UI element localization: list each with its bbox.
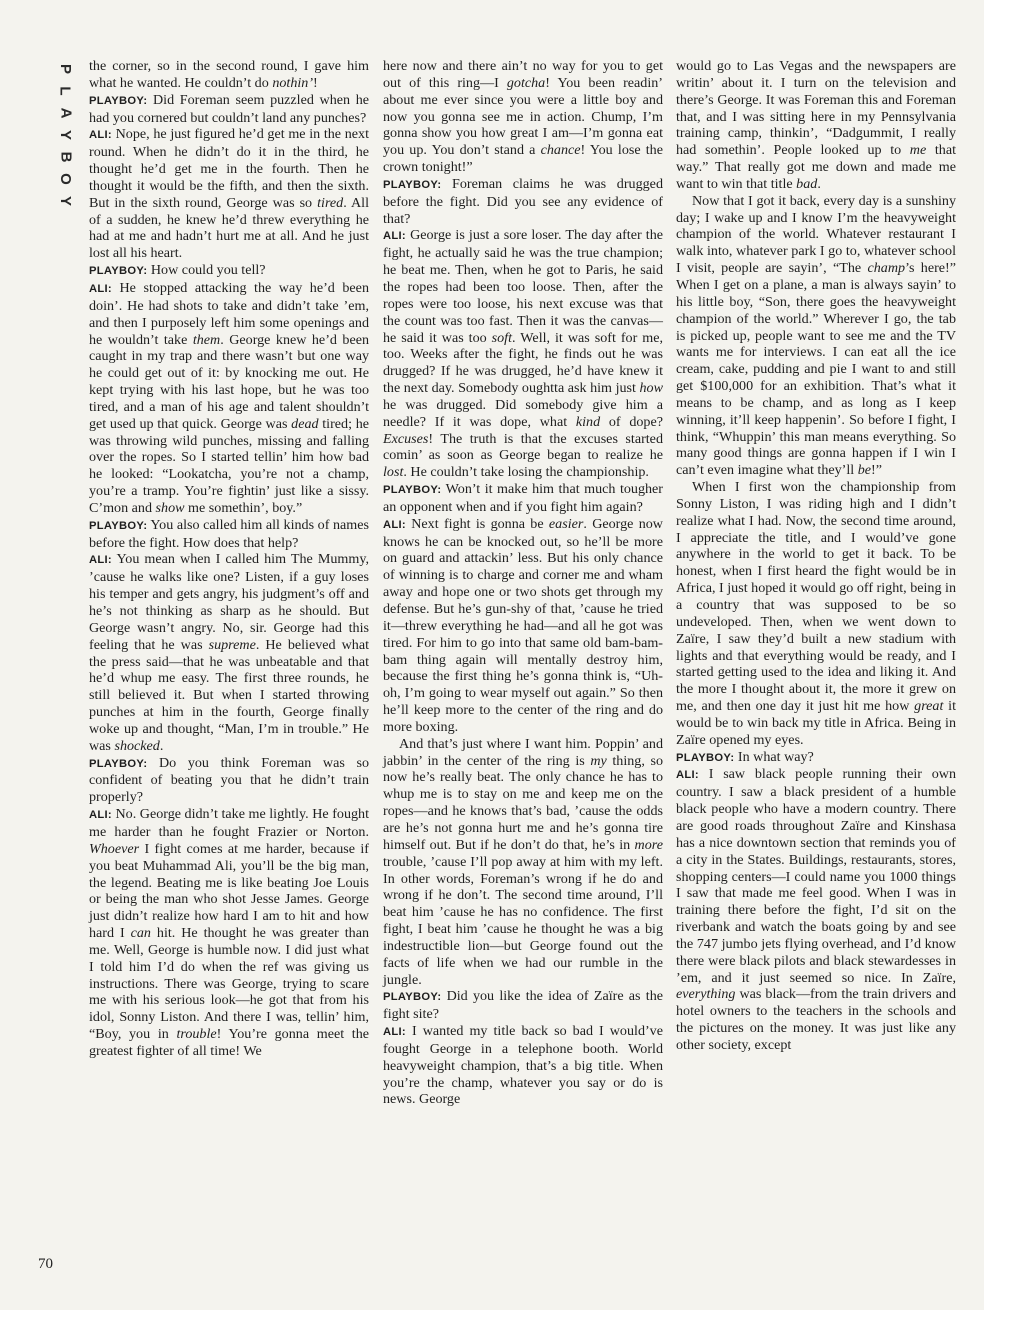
interviewer-question — [383, 176, 663, 228]
text-run: Now that I got it back, every day is a sunshiny day; I wake up and I know I’m the heavyweight champion of the world. Whatever restaurant I walk into, whatever park I go to, whatever school I visit, people are sayin’, “The — [676, 192, 956, 277]
text-run: that way.” That really got me down and made me want to win that title — [676, 142, 956, 192]
text-run: I fight comes at me harder, because if you beat Muhammad Ali, you’ll be the big man, the legend. Beating me is like beating Joe Louis or being the man who shot Jesse James. George just didn’t realize how hard I am to hit and how hard I — [89, 840, 369, 942]
text-run: the corner, so in the second round, I gave him what he wanted. He couldn’t do — [89, 58, 369, 91]
text-run: Did you like the idea of Zaïre as the fight site? — [383, 988, 663, 1023]
text-run: How could you tell? — [147, 262, 266, 279]
ali-answer — [676, 766, 956, 1053]
text-run: . — [159, 737, 164, 754]
text-run: . He couldn’t take losing the championship. — [403, 464, 649, 481]
masthead-letter: Y — [56, 129, 74, 141]
emphasized-text: lost — [383, 464, 404, 481]
text-run: thing, so now he’s really beat. The only chance he has to whup me is to stay on me and keep me on the ropes—and he knows that’s bad, ’cause the odds are he’s not gonna hurt me and he’s gonna tire himself out. But if he don’t do that, he’s in — [383, 752, 663, 853]
ali-answer — [89, 280, 369, 517]
emphasized-text: bad — [796, 175, 818, 192]
text-run: . — [817, 175, 821, 192]
speaker-label-ali: ALI: — [89, 129, 112, 142]
text-run: he was drugged. Did somebody give him a needle? If it was dope, what — [383, 396, 663, 430]
speaker-label-playboy: PLAYBOY: — [89, 519, 148, 532]
emphasized-text: tired — [317, 194, 344, 211]
speaker-label-playboy: PLAYBOY: — [383, 991, 442, 1004]
interviewer-question — [89, 517, 369, 552]
emphasized-text: great — [914, 698, 944, 715]
ali-answer — [89, 551, 369, 754]
page-number: 70 — [38, 1256, 53, 1272]
emphasized-text: how — [639, 380, 663, 397]
scan-margin-right — [984, 0, 1020, 1320]
text-run: . George knew he’d been caught in my trap and there wasn’t but one way he could get out of it: by knocking me out. He kept trying with his last hope, but he was too tired, and a man of his age and talent shouldn’t get used up that quick. George was — [89, 331, 369, 432]
emphasized-text: my — [590, 752, 607, 769]
speaker-label-ali: ALI: — [89, 809, 112, 822]
interviewer-question — [89, 755, 369, 807]
text-column-2 — [383, 58, 663, 1108]
text-run: ! — [313, 74, 318, 91]
answer-paragraph — [676, 479, 956, 749]
continued-paragraph — [676, 58, 956, 193]
text-run: Do you think Foreman was so confident of beating you that he didn’t train properly? — [89, 754, 369, 806]
ali-answer — [383, 227, 663, 481]
interviewer-question — [383, 481, 663, 516]
emphasized-text: soft — [491, 329, 513, 346]
emphasized-text: champ — [867, 260, 906, 277]
speaker-label-playboy: PLAYBOY: — [89, 94, 148, 107]
ali-answer — [383, 516, 663, 736]
text-run: George is just a sore loser. The day after the fight, he actually said he was the true champion; he beat me. Then, when he got to Paris, he said the ropes had been too loose. Then, after the ropes were too loose, his next excuse was that the count was too fast. Then it was the canvas—he said it was too — [383, 227, 663, 346]
emphasized-text: can — [130, 925, 151, 942]
text-run: hit. He thought he was greater than me. Well, George is humble now. I did just what I told him I’d do when the ref was giving us instructions. There was George, trying to scare me with his serious look—he got that from his idol, Sonny Liston. And there I was, tellin’ him, “Boy, you in — [89, 925, 369, 1043]
interviewer-question — [89, 92, 369, 127]
emphasized-text: chance — [540, 142, 581, 159]
ali-answer — [89, 126, 369, 262]
text-run: You mean when I called him The Mummy, ’cause he walks like one? Listen, if a guy loses his temper and gets angry, his judgment’s off and he’s not thinking as sharp as he should. But George wasn’t angry. No, sir. George had this feeling that he was — [89, 551, 369, 653]
text-run: I wanted my title back so bad I would’ve fought George in a telephone booth. World heavyweight champion, that’s a big title. When you’re the champ, whatever you say or do is news. George — [383, 1023, 663, 1108]
speaker-label-ali: ALI: — [676, 769, 699, 782]
text-run: Foreman claims he was drugged before the fight. Did you see any evidence of that? — [383, 175, 663, 227]
text-run: . George now knows he can be knocked out, so he’ll be more on guard and attackin’ less. But his only chance of winning is to charge and corner me and wham away and hope one or two shots get through my defense. But he’s gun-shy of that, ’cause he tried it—threw everything he had—and all he got was tired. For him to go into that same old bam-bam-bam thing again will mentally destroy him, because the first thing he’s gonna think is, “Uh-oh, I’m going to wear myself out again.” So then he’ll keep more to the center of the ring and do more boxing. — [383, 515, 663, 735]
text-run: . He believed what the press said—that he was unbeatable and that he’d whup me easy. The first three rounds, he still believed it. But when I started throwing punches at him in the fourth, George finally woke up and thought, “Man, I’m in trouble.” He was — [89, 636, 369, 754]
emphasized-text: everything — [676, 986, 736, 1003]
text-run: ! You lose the crown tonight!” — [383, 142, 663, 176]
speaker-label-ali: ALI: — [383, 1026, 406, 1039]
text-run: ! The truth is that the excuses started comin’ as soon as George began to realize he — [383, 430, 663, 464]
emphasized-text: me — [909, 142, 927, 159]
ali-answer — [89, 806, 369, 1060]
speaker-label-playboy: PLAYBOY: — [383, 178, 442, 191]
text-run: Did Foreman seem puzzled when he had you cornered but couldn’t land any punches? — [89, 91, 369, 126]
emphasized-text: kind — [575, 413, 601, 430]
text-run: I saw black people running their own country. I saw a black president of a humble black people who have a modern country. There are good roads throughout Zaïre and Kinshasa has a nice downtown section that reminds you of a city in the States. Buildings, restaurants, stores, shopping centers—I could name you 1000 things I saw that made me feel good. When I was in training there before the fight, I’d sit on the riverbank and watch the boats going by and see the 747 jumbo jets flying overhead, and I’d know there were black pilots and black stewardesses in ’em, and it just seemed so nice. In Zaïre, — [676, 766, 956, 986]
continued-paragraph — [383, 58, 663, 176]
text-run: Nope, he just figured he’d get me in the next round. When he didn’t do it in the third, he thought he’d get me in the fourth. Then he thought it would be the fifth, and then the sixth. But in the sixth round, George was so — [89, 126, 369, 211]
text-run: it would be to win back my title in Africa. Being in Zaïre opened my eyes. — [676, 698, 956, 748]
text-run: No. George didn’t take me lightly. He fought me harder than he fought Frazier or Norton. — [89, 806, 369, 840]
emphasized-text: dead — [291, 415, 319, 432]
text-run: . Well, it was soft for me, too. Weeks after the fight, he finds out he was drugged? If he was drugged, he’d have knew it the next day. Somebody oughtta ask him just — [383, 329, 663, 397]
text-run: When I first won the championship from Sonny Liston, I was riding high and I didn’t realize what I had. Now, the second time around, I appreciate the title, and I would’ve gone anywhere in the world to get it back. To be honest, when I first heard the fight would be in Africa, I just hoped it would go off right, being in a country that was supposed to be so undeveloped. Then, when we went down to Zaïre, I saw they’d built a new stadium with lights and that everything would be ready, and I started getting used to the idea and liking it. And the more I thought about it, the more it grew on me, and then one day it just hit me how — [676, 479, 957, 715]
emphasized-text: supreme — [208, 636, 256, 653]
answer-paragraph — [676, 193, 956, 479]
text-run: Next fight is gonna be — [405, 515, 549, 532]
scan-margin-bottom — [0, 1310, 1020, 1320]
text-run: And that’s just where I want him. Poppin’ and jabbin’ in the center of the ring is — [383, 735, 663, 769]
text-run: tired; he was throwing wild punches, missing and falling over the ropes. So I started tellin’ him how bad he looked: “Lookatcha, you’re not a champ, you’re a tramp. You’re fightin’ just like a sissy. C’mon and — [89, 415, 370, 516]
masthead-letter: Y — [56, 195, 74, 207]
interviewer-question — [383, 988, 663, 1023]
text-run: . All of a sudden, he knew he’d threw everything he had at me and hadn’t hurt me at all. And he just lost all his heart. — [89, 194, 370, 262]
continued-paragraph — [89, 58, 369, 92]
emphasized-text: Whoever — [89, 840, 140, 857]
emphasized-text: easier — [548, 515, 584, 532]
text-run: here now and there ain’t no way for you to get out of this ring—I — [383, 58, 663, 91]
masthead-letter: B — [57, 151, 74, 163]
emphasized-text: nothin’ — [272, 74, 314, 91]
masthead-letter: O — [56, 173, 74, 185]
answer-paragraph — [383, 736, 663, 989]
emphasized-text: them — [192, 331, 221, 348]
speaker-label-playboy: PLAYBOY: — [676, 751, 735, 764]
text-run: would go to Las Vegas and the newspapers are writin’ about it. I turn on the television and there’s George. It was Foreman this and Foreman that, and I was sitting here in my Pennsylvania training camp, thinkin’, “Dadgummit, I really had somethin’. People looked up to — [676, 58, 956, 159]
emphasized-text: more — [634, 836, 663, 853]
emphasized-text: Excuses — [383, 430, 429, 447]
speaker-label-ali: ALI: — [89, 554, 112, 567]
text-run: !” — [871, 462, 882, 479]
text-run: me somethin’, boy.” — [184, 499, 303, 516]
interviewer-question — [676, 749, 956, 767]
speaker-label-playboy: PLAYBOY: — [89, 757, 148, 770]
text-column-1 — [89, 58, 369, 1060]
emphasized-text: be — [857, 462, 872, 479]
text-run: He stopped attacking the way he’d been doin’. He had shots to take and didn’t take ’em, and then I purposely left him some openings and he wouldn’t take — [89, 279, 369, 348]
masthead-letter: A — [57, 107, 74, 119]
emphasized-text: show — [155, 499, 185, 516]
masthead-letter: P — [56, 63, 74, 75]
masthead-letter: L — [56, 86, 74, 96]
text-run: trouble, ’cause I’ll pop away at him with my left. In other words, Foreman’s wrong if he do and wrong if he don’t. The second time around, I’ll beat him ’cause he has no confidence. The first fight, I beat him ’cause he thought he was a big indestructible lion—but George found out the facts of life when we had our rumble in the jungle. — [383, 853, 663, 988]
text-run: In what way? — [734, 748, 814, 765]
text-run: of dope? — [600, 413, 663, 430]
text-column-3 — [676, 58, 956, 1054]
playboy-masthead — [52, 58, 78, 212]
text-run: Won’t it make him that much tougher an opponent when and if you fight him again? — [383, 481, 663, 515]
interviewer-question — [89, 262, 369, 280]
text-run: ! You been readin’ about me ever since you were a little boy and now you gonna see me in action. Chump, I’m gonna show you how great I am—I’m gonna eat you up. You don’t stand a — [383, 74, 663, 159]
ali-answer — [383, 1023, 663, 1108]
emphasized-text: gotcha — [506, 74, 546, 91]
text-run: ! You’re gonna meet the greatest fighter of all time! We — [89, 1026, 369, 1059]
speaker-label-ali: ALI: — [383, 230, 406, 243]
emphasized-text: trouble — [176, 1026, 217, 1043]
speaker-label-ali: ALI: — [89, 282, 112, 295]
text-run: ’s here!” When I get on a plane, a man is always sayin’ to his little boy, “Son, there goes the heavyweight champion of the world.” Wherever I go, the tab is picked up, people want to see me and the TV wants me for interviews. I can eat all the ice cream, cake, pudding and pie I want to and still get $100,000 for an exhibition. That’s what it means to be champ, and as long as I keep winning, it’ll keep happenin’. So before I fight, I think, “Whuppin’ this man means everything. So many good things are gonna happen if I win I can’t even imagine what they’ll — [676, 260, 957, 479]
text-run: You also called him all kinds of names before the fight. How does that help? — [89, 516, 369, 551]
speaker-label-ali: ALI: — [383, 518, 406, 531]
emphasized-text: shocked — [114, 737, 160, 754]
speaker-label-playboy: PLAYBOY: — [383, 484, 442, 497]
speaker-label-playboy: PLAYBOY: — [89, 265, 148, 278]
text-run: was black—from the train drivers and hotel owners to the teachers in the schools and the pictures on the money. It was just like any other society, except — [676, 986, 956, 1053]
